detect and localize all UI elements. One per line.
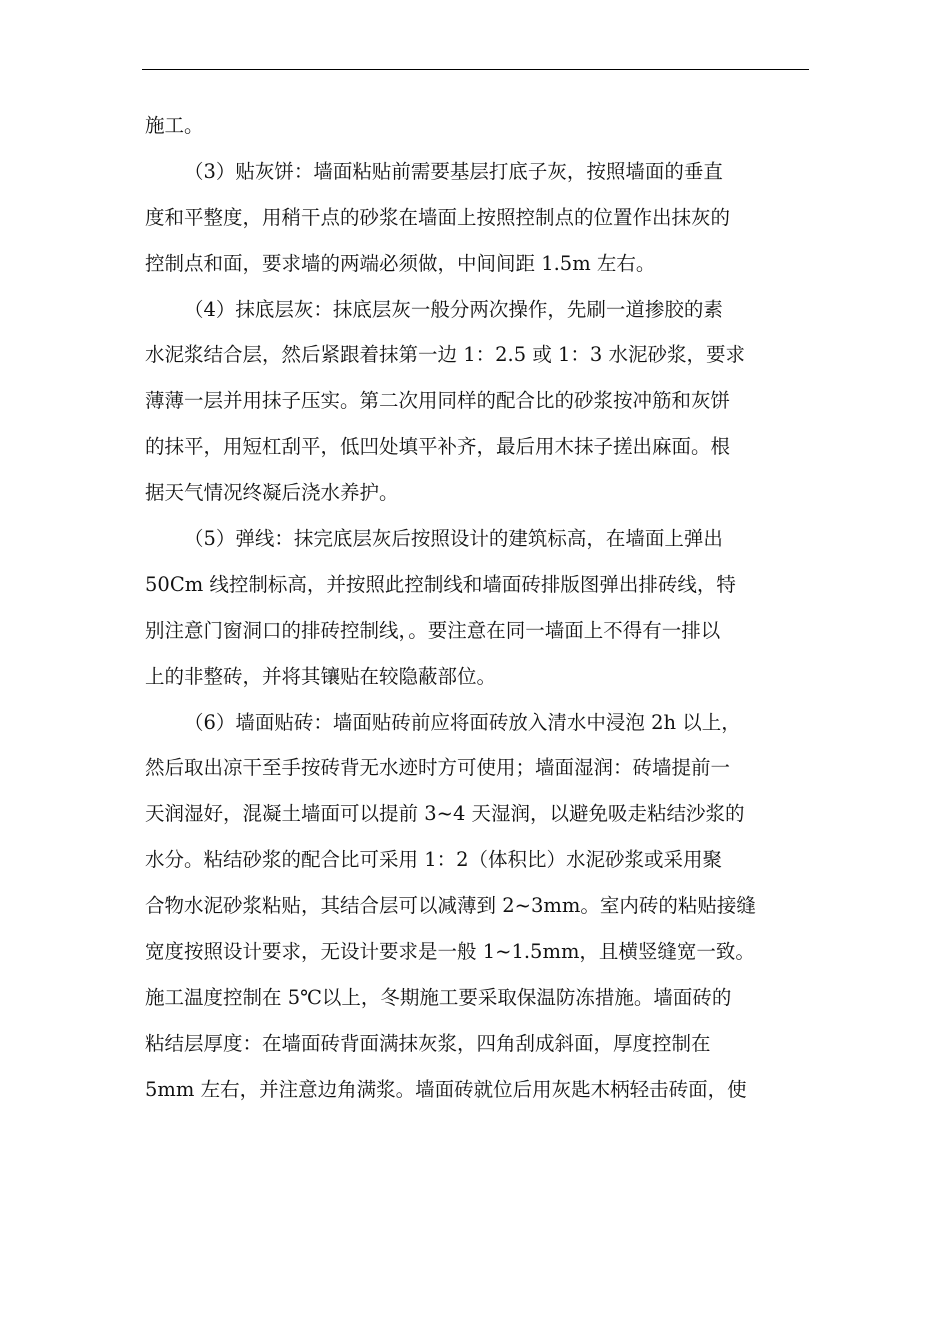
text-line: 施工温度控制在 5℃以上，冬期施工要采取保温防冻措施。墙面砖的 — [145, 985, 732, 1009]
body-text — [145, 103, 809, 1113]
text-line: 的抹平，用短杠刮平，低凹处填平补齐，最后用木抹子搓出麻面。根 — [145, 435, 731, 459]
text-line: 天润湿好，混凝土墙面可以提前 3~4 天湿润，以避免吸走粘结沙浆的 — [145, 802, 745, 826]
text-line: 宽度按照设计要求，无设计要求是一般 1~1.5mm，且横竖缝宽一致。 — [145, 940, 755, 964]
text-line: 据天气情况终凝后浇水养护。 — [145, 481, 399, 505]
text-line: 合物水泥砂浆粘贴，其结合层可以减薄到 2~3mm。室内砖的粘贴接缝 — [145, 894, 756, 918]
text-line: 水分。粘结砂浆的配合比可采用 1：2（体积比）水泥砂浆或采用聚 — [145, 848, 723, 872]
text-line: 上的非整砖，并将其镶贴在较隐蔽部位。 — [145, 664, 497, 688]
text-line: （5）弹线：抹完底层灰后按照设计的建筑标高，在墙面上弹出 — [184, 527, 723, 551]
text-line: 施工。 — [145, 114, 204, 137]
text-line: （6）墙面贴砖：墙面贴砖前应将面砖放入清水中浸泡 2h 以上， — [184, 710, 741, 734]
text-line: 水泥浆结合层，然后紧跟着抹第一边 1：2.5 或 1：3 水泥砂浆，要求 — [145, 343, 746, 367]
text-line: 粘结层厚度：在墙面砖背面满抹灰浆，四角刮成斜面，厚度控制在 — [145, 1031, 711, 1055]
text-line: 别注意门窗洞口的排砖控制线，。要注意在同一墙面上不得有一排以 — [145, 618, 721, 642]
text-line: 50Cm 线控制标高，并按照此控制线和墙面砖排版图弹出排砖线，特 — [145, 572, 736, 596]
text-line: （3）贴灰饼：墙面粘贴前需要基层打底子灰，按照墙面的垂直 — [184, 159, 723, 183]
header-rule — [142, 69, 809, 70]
text-line: 控制点和面，要求墙的两端必须做，中间间距 1.5m 左右。 — [145, 251, 656, 275]
text-line: 薄薄一层并用抹子压实。第二次用同样的配合比的砂浆按冲筋和灰饼 — [145, 389, 731, 413]
text-line: 度和平整度，用稍干点的砂浆在墙面上按照控制点的位置作出抹灰的 — [145, 205, 731, 229]
text-line: 然后取出凉干至手按砖背无水迹时方可使用；墙面湿润：砖墙提前一 — [145, 756, 731, 780]
text-line: 5mm 左右，并注意边角满浆。墙面砖就位后用灰匙木柄轻击砖面，使 — [145, 1077, 747, 1101]
text-line: （4）抹底层灰：抹底层灰一般分两次操作，先刷一道掺胶的素 — [184, 297, 723, 321]
